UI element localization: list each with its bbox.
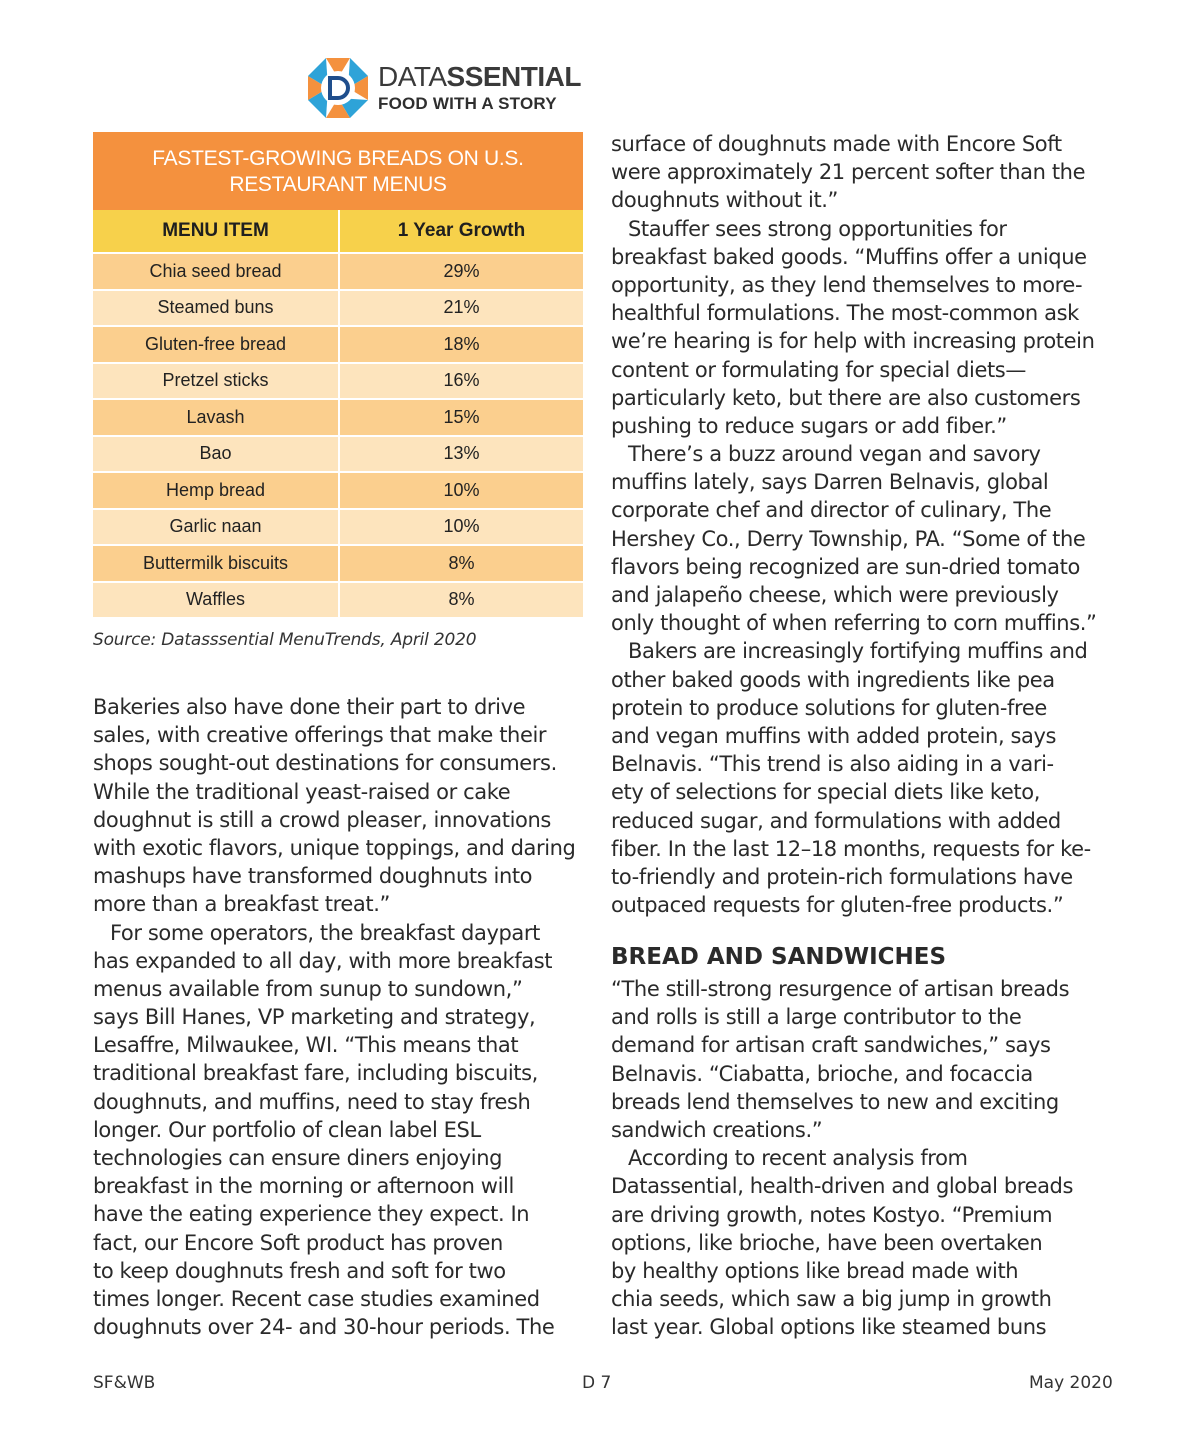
brand-tagline: FOOD WITH A STORY [378,94,557,113]
text-line: protein to produce solutions for gluten-free [611,695,1047,720]
brand-name-bold: SSENTIAL [446,61,581,92]
article-column-right-top [611,130,1111,919]
text-line: breads lend themselves to new and exciting [611,1089,1059,1114]
table-source-note: Source: Datasssential MenuTrends, April 2020 [93,630,477,650]
growth-cell: 29% [339,253,583,290]
text-line: corporate chef and director of culinary, The [611,498,1052,523]
text-line: pushing to reduce sugars or add fiber.” [611,413,1007,438]
menu-item-cell: Chia seed bread [93,253,339,290]
datassential-logo [300,50,600,126]
table-row [93,545,583,582]
section-heading: BREAD AND SANDWICHES [611,944,947,970]
menu-item-cell: Lavash [93,399,339,436]
article-column-right-bottom [611,975,1111,1341]
text-line: mashups have transformed doughnuts into [93,864,533,889]
table-title [93,132,583,210]
text-line: last year. Global options like steamed buns [611,1315,1047,1340]
text-line: content or formulating for special diets— [611,357,1026,382]
text-line: According to recent analysis from [628,1146,968,1171]
growth-cell: 15% [339,399,583,436]
text-line: we’re hearing is for help with increasing protein [611,329,1095,354]
text-line: muffins lately, says Darren Belnavis, global [611,470,1049,495]
text-line: doughnut is still a crowd pleaser, innovations [93,807,551,832]
text-line: surface of doughnuts made with Encore Soft [611,132,1062,156]
text-line: has expanded to all day, with more breakfast [93,948,553,973]
text-line: are driving growth, notes Kostyo. “Premium [611,1202,1053,1227]
text-line: and vegan muffins with added protein, says [611,723,1057,748]
growth-table [93,132,583,617]
column-header-growth: 1 Year Growth [339,210,583,253]
text-line: with exotic flavors, unique toppings, and daring [93,835,576,860]
text-line: menus available from sunup to sundown,” [93,976,523,1001]
text-line: Hershey Co., Derry Township, PA. “Some of the [611,526,1086,551]
text-line: technologies can ensure diners enjoying [93,1146,503,1170]
text-line: Datassential, health-driven and global breads [611,1174,1074,1199]
text-line: Bakers are increasingly fortifying muffins and [628,639,1088,664]
text-line: breakfast in the morning or afternoon will [93,1174,514,1199]
text-line: by healthy options like bread made with [611,1258,1019,1283]
footer-page-number: D 7 [582,1373,612,1393]
datassential-emblem-icon [300,50,376,126]
text-line: fiber. In the last 12–18 months, requests for ke- [611,836,1091,861]
growth-table-grid [93,210,583,617]
text-line: Bakeries also have done their part to drive [93,695,526,719]
menu-item-cell: Bao [93,436,339,473]
growth-cell: 8% [339,545,583,582]
text-line: chia seeds, which saw a big jump in growth [611,1287,1052,1312]
text-line: doughnuts, and muffins, need to stay fresh [93,1089,531,1114]
text-line: opportunity, as they lend themselves to more- [611,272,1083,297]
text-line: Belnavis. “Ciabatta, brioche, and focaccia [611,1061,1033,1086]
text-line: options, like brioche, have been overtaken [611,1230,1043,1255]
table-row [93,253,583,290]
text-line: fact, our Encore Soft product has proven [93,1230,503,1255]
table-title-line: FASTEST-GROWING BREADS ON U.S. [152,147,524,170]
growth-cell: 16% [339,363,583,400]
text-line: doughnuts over 24- and 30-hour periods. The [93,1315,555,1340]
growth-cell: 13% [339,436,583,473]
growth-cell: 10% [339,472,583,509]
menu-item-cell: Steamed buns [93,290,339,327]
text-line: were approximately 21 percent softer than the [611,160,1086,185]
brand-name [378,62,581,92]
text-line: Lesaffre, Milwaukee, WI. “This means that [93,1033,519,1058]
text-line: reduced sugar, and formulations with added [611,808,1061,833]
footer-date: May 2020 [1029,1373,1113,1393]
table-row [93,290,583,327]
growth-cell: 8% [339,582,583,618]
text-line: times longer. Recent case studies examined [93,1286,540,1311]
text-line: For some operators, the breakfast daypart [110,920,540,945]
growth-cell: 21% [339,290,583,327]
text-line: and rolls is still a large contributor to the [611,1005,1022,1030]
text-line: There’s a buzz around vegan and savory [628,442,1041,467]
text-line: “The still-strong resurgence of artisan breads [611,977,1070,1001]
text-line: more than a breakfast treat.” [93,892,390,917]
text-line: breakfast baked goods. “Muffins offer a unique [611,244,1087,269]
table-row [93,436,583,473]
article-column-left [93,693,593,1341]
table-row [93,326,583,363]
menu-item-cell: Pretzel sticks [93,363,339,400]
brand-name-light: DATA [378,61,447,92]
text-line: traditional breakfast fare, including biscuits, [93,1061,538,1086]
menu-item-cell: Gluten-free bread [93,326,339,363]
menu-item-cell: Hemp bread [93,472,339,509]
text-line: other baked goods with ingredients like pea [611,667,1055,692]
table-row [93,399,583,436]
text-line: Belnavis. “This trend is also aiding in a vari- [611,752,1054,777]
growth-cell: 18% [339,326,583,363]
text-line: says Bill Hanes, VP marketing and strategy, [93,1005,536,1030]
text-line: sales, with creative offerings that make their [93,723,547,748]
text-line: ety of selections for special diets like keto, [611,780,1040,805]
text-line: While the traditional yeast-raised or cake [93,779,511,804]
table-row [93,472,583,509]
text-line: doughnuts without it.” [611,188,839,213]
table-row [93,582,583,618]
text-line: longer. Our portfolio of clean label ESL [93,1117,481,1142]
text-line: healthful formulations. The most-common ask [611,301,1079,326]
text-line: demand for artisan craft sandwiches,” says [611,1033,1051,1058]
menu-item-cell: Waffles [93,582,339,618]
text-line: have the eating experience they expect. In [93,1202,530,1227]
column-header-menu-item: MENU ITEM [93,210,339,253]
text-line: shops sought-out destinations for consumers. [93,751,557,776]
menu-item-cell: Buttermilk biscuits [93,545,339,582]
text-line: outpaced requests for gluten-free products.” [611,893,1064,918]
menu-item-cell: Garlic naan [93,509,339,546]
footer-publication: SF&WB [93,1373,156,1393]
text-line: sandwich creations.” [611,1117,823,1142]
text-line: only thought of when referring to corn muffins.” [611,611,1097,636]
text-line: to-friendly and protein-rich formulations have [611,864,1073,889]
text-line: Stauffer sees strong opportunities for [628,216,1007,241]
table-row [93,363,583,400]
table-title-line: RESTAURANT MENUS [229,173,447,196]
text-line: particularly keto, but there are also customers [611,385,1081,410]
table-row [93,509,583,546]
text-line: flavors being recognized are sun-dried tomato [611,554,1080,579]
text-line: and jalapeño cheese, which were previously [611,583,1059,607]
table-header-row [93,210,583,253]
growth-cell: 10% [339,509,583,546]
text-line: to keep doughnuts fresh and soft for two [93,1258,506,1283]
